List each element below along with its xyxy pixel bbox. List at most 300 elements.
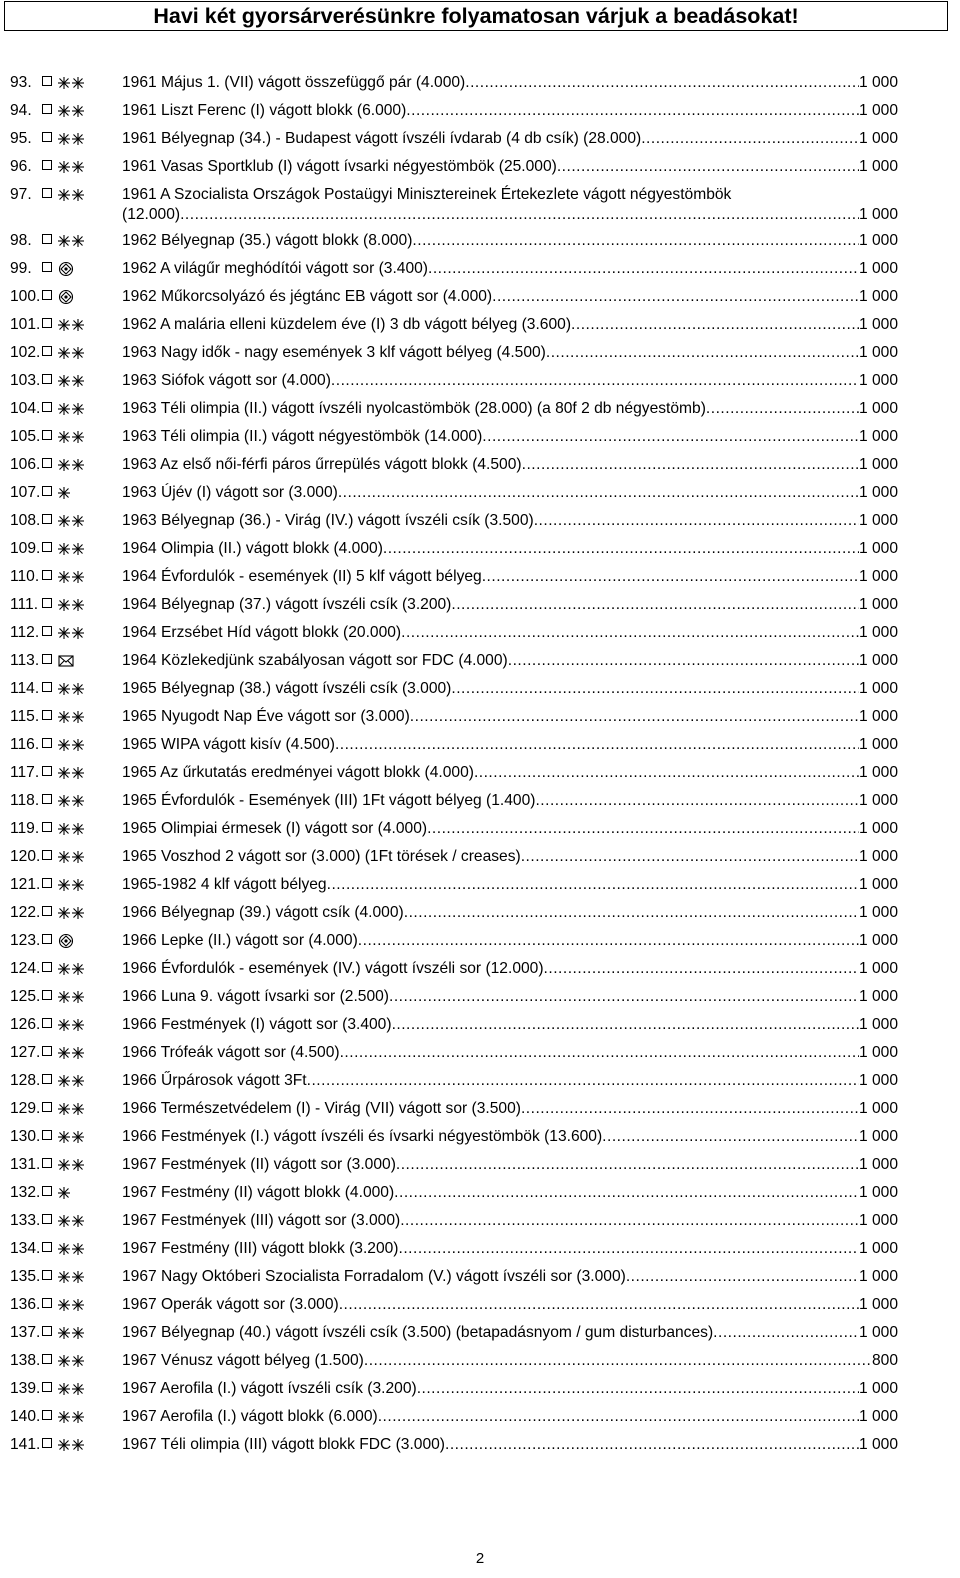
dot-leader bbox=[465, 73, 859, 93]
lot-number: 105. bbox=[10, 428, 41, 445]
lot-number: 106. bbox=[10, 456, 41, 473]
mnh-double-star-icon bbox=[57, 1127, 97, 1147]
lot-title: 1963 Téli olimpia (II.) vágott négyestömbök (14.000) bbox=[122, 428, 483, 445]
lot-number: 135. bbox=[10, 1268, 41, 1285]
lot-row bbox=[0, 259, 960, 287]
lot-title: 1965 Évfordulók - Események (III) 1Ft vágott bélyeg (1.400) bbox=[122, 792, 536, 809]
lot-row bbox=[0, 287, 960, 315]
bid-checkbox[interactable] bbox=[42, 850, 52, 860]
lot-number: 100. bbox=[10, 288, 41, 305]
dot-leader bbox=[602, 1127, 859, 1147]
bid-checkbox[interactable] bbox=[42, 234, 52, 244]
lot-price: 1 000 bbox=[858, 158, 898, 175]
bid-checkbox[interactable] bbox=[42, 1242, 52, 1252]
dot-leader bbox=[401, 623, 859, 643]
mnh-double-star-icon bbox=[57, 679, 97, 699]
bid-checkbox[interactable] bbox=[42, 570, 52, 580]
lot-title: 1965 Voszhod 2 vágott sor (3.000) (1Ft törések / creases) bbox=[122, 848, 521, 865]
lot-title: 1963 Téli olimpia (II.) vágott ívszéli nyolcastömbök (28.000) (a 80f 2 db négyestömb) bbox=[122, 400, 706, 417]
dot-leader bbox=[508, 651, 859, 671]
lot-row bbox=[0, 483, 960, 511]
mnh-double-star-icon bbox=[57, 539, 97, 559]
bid-checkbox[interactable] bbox=[42, 1046, 52, 1056]
lot-number: 138. bbox=[10, 1352, 41, 1369]
lot-price: 1 000 bbox=[858, 1128, 898, 1145]
bid-checkbox[interactable] bbox=[42, 1410, 52, 1420]
lot-price: 1 000 bbox=[858, 1436, 898, 1453]
lot-number: 139. bbox=[10, 1380, 41, 1397]
lot-price: 1 000 bbox=[858, 372, 898, 389]
dot-leader bbox=[546, 343, 859, 363]
bid-checkbox[interactable] bbox=[42, 682, 52, 692]
lot-row bbox=[0, 231, 960, 259]
mnh-double-star-icon bbox=[57, 371, 97, 391]
lot-description bbox=[122, 399, 898, 419]
lot-description bbox=[122, 1295, 898, 1315]
lot-title: 1963 Bélyegnap (36.) - Virág (IV.) vágott ívszéli csík (3.500) bbox=[122, 512, 534, 529]
bid-checkbox[interactable] bbox=[42, 1214, 52, 1224]
mnh-double-star-icon bbox=[57, 819, 97, 839]
lot-number: 101. bbox=[10, 316, 41, 333]
dot-leader bbox=[338, 483, 859, 503]
used-stamp-icon bbox=[57, 259, 97, 279]
mnh-double-star-icon bbox=[57, 101, 97, 121]
lot-number: 134. bbox=[10, 1240, 41, 1257]
lot-price: 1 000 bbox=[858, 456, 898, 473]
bid-checkbox[interactable] bbox=[42, 1018, 52, 1028]
mnh-double-star-icon bbox=[57, 1155, 97, 1175]
lot-row bbox=[0, 1127, 960, 1155]
mnh-double-star-icon bbox=[57, 1435, 97, 1455]
lot-number: 99. bbox=[10, 260, 32, 277]
bid-checkbox[interactable] bbox=[42, 188, 52, 198]
dot-leader bbox=[399, 1239, 859, 1259]
dot-leader bbox=[331, 371, 859, 391]
dot-leader bbox=[451, 595, 859, 615]
bid-checkbox[interactable] bbox=[42, 626, 52, 636]
lot-description bbox=[122, 455, 898, 475]
dot-leader bbox=[492, 287, 859, 307]
lot-price: 1 000 bbox=[858, 1156, 898, 1173]
lot-row bbox=[0, 679, 960, 707]
bid-checkbox[interactable] bbox=[42, 878, 52, 888]
lot-number: 131. bbox=[10, 1156, 41, 1173]
dot-leader bbox=[427, 819, 859, 839]
bid-checkbox[interactable] bbox=[42, 1130, 52, 1140]
lot-row bbox=[0, 959, 960, 987]
bid-checkbox[interactable] bbox=[42, 542, 52, 552]
bid-checkbox[interactable] bbox=[42, 1438, 52, 1448]
used-stamp-icon bbox=[57, 287, 97, 307]
lot-description bbox=[122, 679, 898, 699]
lot-description bbox=[122, 1435, 898, 1455]
lot-row bbox=[0, 1267, 960, 1295]
lot-description bbox=[122, 1239, 898, 1259]
lot-row bbox=[0, 987, 960, 1015]
lot-row bbox=[0, 343, 960, 371]
bid-checkbox[interactable] bbox=[42, 402, 52, 412]
bid-checkbox[interactable] bbox=[42, 822, 52, 832]
lot-description bbox=[122, 511, 898, 531]
bid-checkbox[interactable] bbox=[42, 710, 52, 720]
lot-price: 1 000 bbox=[858, 876, 898, 893]
dot-leader bbox=[400, 1211, 859, 1231]
lot-title: 1966 Bélyegnap (39.) vágott csík (4.000) bbox=[122, 904, 404, 921]
lot-row bbox=[0, 427, 960, 455]
dot-leader bbox=[412, 231, 859, 251]
lot-row bbox=[0, 1435, 960, 1463]
lot-description bbox=[122, 1155, 898, 1175]
lot-title: 1967 Téli olimpia (III) vágott blokk FDC (3.000) bbox=[122, 1436, 445, 1453]
mnh-double-star-icon bbox=[57, 987, 97, 1007]
mnh-double-star-icon bbox=[57, 231, 97, 251]
lot-list bbox=[0, 73, 960, 1463]
bid-checkbox[interactable] bbox=[42, 1298, 52, 1308]
bid-checkbox[interactable] bbox=[42, 906, 52, 916]
lot-row bbox=[0, 1295, 960, 1323]
mnh-double-star-icon bbox=[57, 1099, 97, 1119]
lot-title: 1967 Bélyegnap (40.) vágott ívszéli csík (3.500) (betapadásnyom / gum disturbances) bbox=[122, 1324, 714, 1341]
lot-price: 1 000 bbox=[858, 624, 898, 641]
bid-checkbox[interactable] bbox=[42, 104, 52, 114]
bid-checkbox[interactable] bbox=[42, 794, 52, 804]
dot-leader bbox=[327, 875, 859, 895]
mnh-double-star-icon bbox=[57, 1295, 97, 1315]
dot-leader bbox=[364, 1351, 872, 1371]
mnh-double-star-icon bbox=[57, 1351, 97, 1371]
lot-number: 110. bbox=[10, 568, 40, 585]
lot-title: 1964 Olimpia (II.) vágott blokk (4.000) bbox=[122, 540, 383, 557]
dot-leader bbox=[339, 1295, 859, 1315]
lot-title: 1967 Festmény (III) vágott blokk (3.200) bbox=[122, 1240, 399, 1257]
mh-single-star-icon bbox=[57, 483, 97, 503]
lot-description bbox=[122, 623, 898, 643]
lot-title: 1961 Bélyegnap (34.) - Budapest vágott ívszéli ívdarab (4 db csík) (28.000) bbox=[122, 130, 642, 147]
bid-checkbox[interactable] bbox=[42, 430, 52, 440]
lot-title: 1966 Trófeák vágott sor (4.500) bbox=[122, 1044, 340, 1061]
bid-checkbox[interactable] bbox=[42, 346, 52, 356]
lot-price: 1 000 bbox=[858, 736, 898, 753]
dot-leader bbox=[713, 1323, 859, 1343]
lot-row bbox=[0, 315, 960, 343]
lot-description bbox=[122, 73, 898, 93]
lot-title: 1964 Évfordulók - események (II) 5 klf vágott bélyeg bbox=[122, 568, 482, 585]
lot-title: 1963 Nagy idők - nagy események 3 klf vágott bélyeg (4.500) bbox=[122, 344, 546, 361]
lot-title: 1965-1982 4 klf vágott bélyeg bbox=[122, 876, 327, 893]
lot-row bbox=[0, 455, 960, 483]
lot-description bbox=[122, 185, 898, 225]
lot-price: 1 000 bbox=[858, 260, 898, 277]
lot-price: 1 000 bbox=[858, 232, 898, 249]
lot-description bbox=[122, 1211, 898, 1231]
mnh-double-star-icon bbox=[57, 763, 97, 783]
lot-description bbox=[122, 1127, 898, 1147]
lot-description bbox=[122, 707, 898, 727]
lot-row bbox=[0, 1071, 960, 1099]
lot-description bbox=[122, 1015, 898, 1035]
lot-description bbox=[122, 231, 898, 251]
lot-description bbox=[122, 651, 898, 671]
lot-description bbox=[122, 735, 898, 755]
lot-description bbox=[122, 343, 898, 363]
lot-description bbox=[122, 763, 898, 783]
lot-number: 113. bbox=[10, 652, 40, 669]
lot-row bbox=[0, 931, 960, 959]
mnh-double-star-icon bbox=[57, 129, 97, 149]
bid-checkbox[interactable] bbox=[42, 262, 52, 272]
lot-title: 1967 Nagy Októberi Szocialista Forradalom (V.) vágott ívszéli sor (3.000) bbox=[122, 1268, 626, 1285]
bid-checkbox[interactable] bbox=[42, 766, 52, 776]
lot-row bbox=[0, 651, 960, 679]
lot-price: 1 000 bbox=[858, 848, 898, 865]
bid-checkbox[interactable] bbox=[42, 514, 52, 524]
lot-price: 1 000 bbox=[858, 596, 898, 613]
lot-description bbox=[122, 1267, 898, 1287]
lot-title: 1967 Vénusz vágott bélyeg (1.500) bbox=[122, 1352, 364, 1369]
lot-title: 1966 Évfordulók - események (IV.) vágott ívszéli sor (12.000) bbox=[122, 960, 544, 977]
mnh-double-star-icon bbox=[57, 1015, 97, 1035]
lot-price: 1 000 bbox=[858, 568, 898, 585]
lot-number: 95. bbox=[10, 130, 32, 147]
dot-leader bbox=[180, 205, 859, 225]
lot-description bbox=[122, 371, 898, 391]
mh-single-star-icon bbox=[57, 1183, 97, 1203]
lot-price: 1 000 bbox=[858, 484, 898, 501]
lot-title: 1961 Vasas Sportklub (I) vágott ívsarki négyestömbök (25.000) bbox=[122, 158, 557, 175]
lot-number: 132. bbox=[10, 1184, 41, 1201]
lot-row bbox=[0, 157, 960, 185]
bid-checkbox[interactable] bbox=[42, 486, 52, 496]
lot-row bbox=[0, 875, 960, 903]
mnh-double-star-icon bbox=[57, 567, 97, 587]
lot-price: 1 000 bbox=[858, 102, 898, 119]
lot-description bbox=[122, 1099, 898, 1119]
lot-title: 1967 Aerofila (I.) vágott blokk (6.000) bbox=[122, 1408, 378, 1425]
lot-title: 1966 Festmények (I.) vágott ívszéli és ívsarki négyestömbök (13.600) bbox=[122, 1128, 603, 1145]
dot-leader bbox=[706, 399, 859, 419]
lot-title: 1963 Az első női-férfi páros űrrepülés vágott blokk (4.500) bbox=[122, 456, 522, 473]
bid-checkbox[interactable] bbox=[42, 1158, 52, 1168]
lot-title-continued: (12.000) bbox=[122, 206, 181, 223]
lot-description bbox=[122, 259, 898, 279]
bid-checkbox[interactable] bbox=[42, 934, 52, 944]
lot-price: 1 000 bbox=[858, 1240, 898, 1257]
lot-price: 1 000 bbox=[858, 792, 898, 809]
lot-row bbox=[0, 1043, 960, 1071]
dot-leader bbox=[358, 931, 859, 951]
lot-price: 1 000 bbox=[858, 344, 898, 361]
dot-leader bbox=[428, 259, 859, 279]
lot-title: 1961 Május 1. (VII) vágott összefüggő pár (4.000) bbox=[122, 74, 466, 91]
mnh-double-star-icon bbox=[57, 1239, 97, 1259]
mnh-double-star-icon bbox=[57, 511, 97, 531]
dot-leader bbox=[522, 455, 859, 475]
mnh-double-star-icon bbox=[57, 1267, 97, 1287]
mnh-double-star-icon bbox=[57, 903, 97, 923]
bid-checkbox[interactable] bbox=[42, 1354, 52, 1364]
lot-description bbox=[122, 1071, 898, 1091]
mnh-double-star-icon bbox=[57, 399, 97, 419]
dot-leader bbox=[571, 315, 859, 335]
lot-row bbox=[0, 819, 960, 847]
bid-checkbox[interactable] bbox=[42, 160, 52, 170]
dot-leader bbox=[521, 1099, 859, 1119]
bid-checkbox[interactable] bbox=[42, 1270, 52, 1280]
dot-leader bbox=[445, 1435, 859, 1455]
lot-row bbox=[0, 595, 960, 623]
mnh-double-star-icon bbox=[57, 959, 97, 979]
bid-checkbox[interactable] bbox=[42, 374, 52, 384]
lot-description bbox=[122, 567, 898, 587]
mnh-double-star-icon bbox=[57, 623, 97, 643]
lot-price: 1 000 bbox=[858, 1268, 898, 1285]
lot-description bbox=[122, 1043, 898, 1063]
lot-number: 127. bbox=[10, 1044, 41, 1061]
lot-number: 98. bbox=[10, 232, 32, 249]
lot-number: 96. bbox=[10, 158, 32, 175]
mnh-double-star-icon bbox=[57, 707, 97, 727]
lot-number: 103. bbox=[10, 372, 41, 389]
lot-number: 102. bbox=[10, 344, 41, 361]
lot-description bbox=[122, 931, 898, 951]
lot-row bbox=[0, 1183, 960, 1211]
mnh-double-star-icon bbox=[57, 157, 97, 177]
lot-description bbox=[122, 1407, 898, 1427]
lot-row bbox=[0, 903, 960, 931]
mnh-double-star-icon bbox=[57, 595, 97, 615]
lot-price: 1 000 bbox=[858, 400, 898, 417]
dot-leader bbox=[394, 1183, 859, 1203]
lot-number: 104. bbox=[10, 400, 41, 417]
bid-checkbox[interactable] bbox=[42, 1186, 52, 1196]
bid-checkbox[interactable] bbox=[42, 76, 52, 86]
mnh-double-star-icon bbox=[57, 1407, 97, 1427]
dot-leader bbox=[544, 959, 859, 979]
bid-checkbox[interactable] bbox=[42, 654, 52, 664]
lot-price: 1 000 bbox=[858, 764, 898, 781]
dot-leader bbox=[378, 1407, 859, 1427]
lot-row bbox=[0, 1351, 960, 1379]
lot-title: 1967 Festmény (II) vágott blokk (4.000) bbox=[122, 1184, 395, 1201]
lot-price: 1 000 bbox=[858, 130, 898, 147]
bid-checkbox[interactable] bbox=[42, 1074, 52, 1084]
bid-checkbox[interactable] bbox=[42, 132, 52, 142]
lot-row bbox=[0, 1099, 960, 1127]
lot-row bbox=[0, 1155, 960, 1183]
lot-price: 1 000 bbox=[858, 1016, 898, 1033]
used-stamp-icon bbox=[57, 931, 97, 951]
bid-checkbox[interactable] bbox=[42, 990, 52, 1000]
lot-title: 1967 Festmények (III) vágott sor (3.000) bbox=[122, 1212, 401, 1229]
lot-description bbox=[122, 987, 898, 1007]
lot-title: 1962 A malária elleni küzdelem éve (I) 3 db vágott bélyeg (3.600) bbox=[122, 316, 572, 333]
lot-title: 1967 Festmények (II) vágott sor (3.000) bbox=[122, 1156, 396, 1173]
dot-leader bbox=[335, 735, 859, 755]
lot-price: 1 000 bbox=[858, 288, 898, 305]
lot-title: 1963 Újév (I) vágott sor (3.000) bbox=[122, 484, 338, 501]
lot-price: 1 000 bbox=[858, 1072, 898, 1089]
lot-row bbox=[0, 567, 960, 595]
bid-checkbox[interactable] bbox=[42, 962, 52, 972]
lot-title: 1966 Űrpárosok vágott 3Ft bbox=[122, 1072, 307, 1089]
lot-price: 1 000 bbox=[858, 904, 898, 921]
mnh-double-star-icon bbox=[57, 1071, 97, 1091]
dot-leader bbox=[383, 539, 859, 559]
lot-title: 1967 Operák vágott sor (3.000) bbox=[122, 1296, 339, 1313]
lot-title: 1966 Festmények (I) vágott sor (3.400) bbox=[122, 1016, 392, 1033]
lot-number: 129. bbox=[10, 1100, 41, 1117]
lot-number: 108. bbox=[10, 512, 41, 529]
bid-checkbox[interactable] bbox=[42, 318, 52, 328]
lot-title: 1962 Bélyegnap (35.) vágott blokk (8.000) bbox=[122, 232, 413, 249]
lot-title: 1967 Aerofila (I.) vágott ívszéli csík (3.200) bbox=[122, 1380, 417, 1397]
lot-price: 1 000 bbox=[858, 1296, 898, 1313]
dot-leader bbox=[535, 791, 859, 811]
lot-price: 1 000 bbox=[858, 1044, 898, 1061]
lot-price: 1 000 bbox=[858, 428, 898, 445]
lot-price: 1 000 bbox=[858, 206, 898, 223]
lot-number: 116. bbox=[10, 736, 40, 753]
bid-checkbox[interactable] bbox=[42, 290, 52, 300]
bid-checkbox[interactable] bbox=[42, 1102, 52, 1112]
dot-leader bbox=[406, 101, 859, 121]
lot-description bbox=[122, 101, 898, 121]
lot-description bbox=[122, 157, 898, 177]
lot-price: 1 000 bbox=[858, 1100, 898, 1117]
lot-number: 133. bbox=[10, 1212, 41, 1229]
mnh-double-star-icon bbox=[57, 427, 97, 447]
bid-checkbox[interactable] bbox=[42, 1382, 52, 1392]
mnh-double-star-icon bbox=[57, 1379, 97, 1399]
lot-description bbox=[122, 903, 898, 923]
mnh-double-star-icon bbox=[57, 791, 97, 811]
lot-number: 123. bbox=[10, 932, 41, 949]
lot-description bbox=[122, 287, 898, 307]
lot-number: 124. bbox=[10, 960, 41, 977]
lot-description bbox=[122, 539, 898, 559]
lot-number: 111. bbox=[10, 596, 39, 613]
lot-description bbox=[122, 875, 898, 895]
lot-row bbox=[0, 73, 960, 101]
lot-number: 141. bbox=[10, 1436, 41, 1453]
lot-number: 118. bbox=[10, 792, 40, 809]
dot-leader bbox=[389, 987, 859, 1007]
bid-checkbox[interactable] bbox=[42, 458, 52, 468]
bid-checkbox[interactable] bbox=[42, 1326, 52, 1336]
lot-row bbox=[0, 735, 960, 763]
lot-price: 1 000 bbox=[858, 652, 898, 669]
lot-number: 120. bbox=[10, 848, 41, 865]
lot-description bbox=[122, 129, 898, 149]
bid-checkbox[interactable] bbox=[42, 738, 52, 748]
lot-row bbox=[0, 1379, 960, 1407]
lot-description bbox=[122, 1351, 898, 1371]
lot-number: 126. bbox=[10, 1016, 41, 1033]
lot-title: 1961 A Szocialista Országok Postaügyi Minisztereinek Értekezlete vágott négyestömbök bbox=[122, 186, 732, 203]
bid-checkbox[interactable] bbox=[42, 598, 52, 608]
lot-title: 1965 Bélyegnap (38.) vágott ívszéli csík (3.000) bbox=[122, 680, 452, 697]
lot-number: 94. bbox=[10, 102, 32, 119]
lot-row bbox=[0, 847, 960, 875]
lot-title: 1965 Az űrkutatás eredményei vágott blokk (4.000) bbox=[122, 764, 474, 781]
lot-title: 1961 Liszt Ferenc (I) vágott blokk (6.000) bbox=[122, 102, 407, 119]
lot-row bbox=[0, 1239, 960, 1267]
lot-description bbox=[122, 819, 898, 839]
mnh-double-star-icon bbox=[57, 455, 97, 475]
dot-leader bbox=[482, 427, 859, 447]
lot-price: 1 000 bbox=[858, 960, 898, 977]
dot-leader bbox=[404, 903, 859, 923]
